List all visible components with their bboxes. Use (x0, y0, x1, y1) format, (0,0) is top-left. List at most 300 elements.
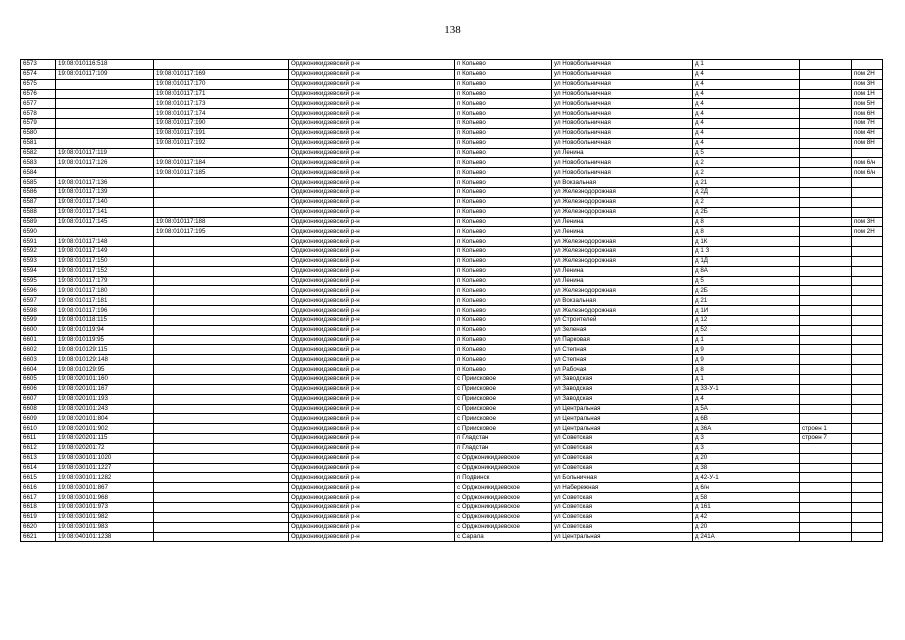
street-cell: ул Советская (552, 502, 693, 512)
building-cell (800, 394, 852, 404)
table-row (21, 237, 883, 247)
parcel-cadastral-number-cell: 19:08:030101:968 (56, 493, 154, 503)
building-cell (800, 512, 852, 522)
object-cadastral-number-cell: 19:08:010117:174 (154, 109, 289, 119)
settlement-cell: п Копьево (455, 79, 552, 89)
row-number-cell: 6584 (21, 168, 56, 178)
settlement-cell: п Копьево (455, 197, 552, 207)
settlement-cell: с Орджоникидзевское (455, 463, 552, 473)
district-cell: Орджоникидзевский р-н (289, 138, 455, 148)
table-row (21, 207, 883, 217)
building-cell (800, 325, 852, 335)
object-cadastral-number-cell (154, 414, 289, 424)
district-cell: Орджоникидзевский р-н (289, 512, 455, 522)
street-cell: ул Железнодорожная (552, 237, 693, 247)
street-cell: ул Ленина (552, 266, 693, 276)
table-row (21, 424, 883, 434)
street-cell: ул Парковая (552, 335, 693, 345)
object-cadastral-number-cell (154, 355, 289, 365)
building-cell (800, 463, 852, 473)
object-cadastral-number-cell: 19:08:010117:171 (154, 89, 289, 99)
parcel-cadastral-number-cell: 19:08:040101:1238 (56, 532, 154, 542)
house-number-cell: д 1 (693, 60, 800, 70)
building-cell (800, 453, 852, 463)
table-row (21, 335, 883, 345)
table-row (21, 109, 883, 119)
row-number-cell: 6606 (21, 384, 56, 394)
street-cell: ул Советская (552, 512, 693, 522)
street-cell: ул Новобольничная (552, 138, 693, 148)
premises-cell: пом 6/н (852, 168, 883, 178)
row-number-cell: 6589 (21, 217, 56, 227)
table-row (21, 453, 883, 463)
parcel-cadastral-number-cell: 19:08:010129:115 (56, 345, 154, 355)
house-number-cell: д 2Б (693, 207, 800, 217)
street-cell: ул Новобольничная (552, 99, 693, 109)
premises-cell (852, 197, 883, 207)
table-row (21, 522, 883, 532)
object-cadastral-number-cell (154, 463, 289, 473)
parcel-cadastral-number-cell (56, 227, 154, 237)
building-cell (800, 384, 852, 394)
settlement-cell: с Приисковое (455, 424, 552, 434)
settlement-cell: п Копьево (455, 217, 552, 227)
premises-cell: пом 2Н (852, 227, 883, 237)
parcel-cadastral-number-cell: 19:08:010119:94 (56, 325, 154, 335)
row-number-cell: 6599 (21, 315, 56, 325)
parcel-cadastral-number-cell: 19:08:010117:145 (56, 217, 154, 227)
parcel-cadastral-number-cell: 19:08:010129:148 (56, 355, 154, 365)
district-cell: Орджоникидзевский р-н (289, 168, 455, 178)
row-number-cell: 6582 (21, 148, 56, 158)
house-number-cell: д 4 (693, 119, 800, 129)
building-cell (800, 502, 852, 512)
premises-cell: пом 6Н (852, 109, 883, 119)
premises-cell (852, 256, 883, 266)
district-cell: Орджоникидзевский р-н (289, 266, 455, 276)
table-row (21, 168, 883, 178)
parcel-cadastral-number-cell (56, 168, 154, 178)
table-row (21, 315, 883, 325)
object-cadastral-number-cell (154, 148, 289, 158)
object-cadastral-number-cell (154, 256, 289, 266)
table-row (21, 493, 883, 503)
settlement-cell: п Копьево (455, 207, 552, 217)
row-number-cell: 6604 (21, 365, 56, 375)
parcel-cadastral-number-cell: 19:08:010117:139 (56, 187, 154, 197)
house-number-cell: д 2 (693, 168, 800, 178)
settlement-cell: с Сарала (455, 532, 552, 542)
premises-cell (852, 148, 883, 158)
row-number-cell: 6583 (21, 158, 56, 168)
parcel-cadastral-number-cell: 19:08:030101:1282 (56, 473, 154, 483)
premises-cell (852, 424, 883, 434)
parcel-cadastral-number-cell: 19:08:010117:180 (56, 286, 154, 296)
row-number-cell: 6608 (21, 404, 56, 414)
settlement-cell: п Копьево (455, 187, 552, 197)
house-number-cell: д 3 (693, 443, 800, 453)
house-number-cell: д 20 (693, 453, 800, 463)
row-number-cell: 6620 (21, 522, 56, 532)
row-number-cell: 6600 (21, 325, 56, 335)
parcel-cadastral-number-cell: 19:08:020201:72 (56, 443, 154, 453)
parcel-cadastral-number-cell (56, 109, 154, 119)
premises-cell: пом 2Н (852, 69, 883, 79)
row-number-cell: 6615 (21, 473, 56, 483)
settlement-cell: п Копьево (455, 69, 552, 79)
district-cell: Орджоникидзевский р-н (289, 178, 455, 188)
row-number-cell: 6617 (21, 493, 56, 503)
row-number-cell: 6587 (21, 197, 56, 207)
street-cell: ул Строителей (552, 315, 693, 325)
district-cell: Орджоникидзевский р-н (289, 207, 455, 217)
house-number-cell: д 8 (693, 365, 800, 375)
district-cell: Орджоникидзевский р-н (289, 306, 455, 316)
house-number-cell: д 38 (693, 463, 800, 473)
house-number-cell: д 4 (693, 79, 800, 89)
row-number-cell: 6579 (21, 119, 56, 129)
parcel-cadastral-number-cell: 19:08:010117:150 (56, 256, 154, 266)
district-cell: Орджоникидзевский р-н (289, 315, 455, 325)
table-row (21, 306, 883, 316)
building-cell (800, 227, 852, 237)
parcel-cadastral-number-cell: 19:08:010117:181 (56, 296, 154, 306)
street-cell: ул Заводская (552, 375, 693, 385)
street-cell: ул Новобольничная (552, 79, 693, 89)
premises-cell (852, 532, 883, 542)
district-cell: Орджоникидзевский р-н (289, 345, 455, 355)
row-number-cell: 6603 (21, 355, 56, 365)
district-cell: Орджоникидзевский р-н (289, 365, 455, 375)
row-number-cell: 6597 (21, 296, 56, 306)
district-cell: Орджоникидзевский р-н (289, 483, 455, 493)
premises-cell: пом 5Н (852, 99, 883, 109)
house-number-cell: д 58 (693, 493, 800, 503)
object-cadastral-number-cell (154, 325, 289, 335)
house-number-cell: д 42-У-1 (693, 473, 800, 483)
district-cell: Орджоникидзевский р-н (289, 296, 455, 306)
building-cell (800, 197, 852, 207)
settlement-cell: п Копьево (455, 286, 552, 296)
house-number-cell: д 3 (693, 434, 800, 444)
object-cadastral-number-cell: 19:08:010117:188 (154, 217, 289, 227)
street-cell: ул Заводская (552, 384, 693, 394)
object-cadastral-number-cell (154, 247, 289, 257)
settlement-cell: с Приисковое (455, 375, 552, 385)
row-number-cell: 6621 (21, 532, 56, 542)
parcel-cadastral-number-cell: 19:08:030101:983 (56, 522, 154, 532)
settlement-cell: п Гладстан (455, 434, 552, 444)
object-cadastral-number-cell: 19:08:010117:184 (154, 158, 289, 168)
street-cell: ул Новобольничная (552, 158, 693, 168)
premises-cell (852, 502, 883, 512)
street-cell: ул Советская (552, 434, 693, 444)
object-cadastral-number-cell (154, 394, 289, 404)
object-cadastral-number-cell (154, 187, 289, 197)
street-cell: ул Набережная (552, 483, 693, 493)
settlement-cell: п Копьево (455, 355, 552, 365)
table-row (21, 266, 883, 276)
settlement-cell: п Копьево (455, 237, 552, 247)
settlement-cell: с Приисковое (455, 404, 552, 414)
parcel-cadastral-number-cell: 19:08:020101:804 (56, 414, 154, 424)
object-cadastral-number-cell (154, 443, 289, 453)
settlement-cell: п Копьево (455, 266, 552, 276)
street-cell: ул Железнодорожная (552, 256, 693, 266)
building-cell (800, 522, 852, 532)
premises-cell (852, 325, 883, 335)
street-cell: ул Зеленая (552, 325, 693, 335)
house-number-cell: д 4 (693, 128, 800, 138)
building-cell (800, 168, 852, 178)
house-number-cell: д 33-У-1 (693, 384, 800, 394)
parcel-cadastral-number-cell: 19:08:030101:867 (56, 483, 154, 493)
street-cell: ул Степная (552, 345, 693, 355)
row-number-cell: 6573 (21, 60, 56, 70)
row-number-cell: 6607 (21, 394, 56, 404)
house-number-cell: д 2 (693, 158, 800, 168)
premises-cell (852, 404, 883, 414)
district-cell: Орджоникидзевский р-н (289, 335, 455, 345)
building-cell (800, 306, 852, 316)
table-row (21, 434, 883, 444)
row-number-cell: 6614 (21, 463, 56, 473)
object-cadastral-number-cell (154, 237, 289, 247)
house-number-cell: д 1 (693, 375, 800, 385)
house-number-cell: д 9 (693, 345, 800, 355)
object-cadastral-number-cell (154, 207, 289, 217)
district-cell: Орджоникидзевский р-н (289, 276, 455, 286)
district-cell: Орджоникидзевский р-н (289, 227, 455, 237)
row-number-cell: 6590 (21, 227, 56, 237)
settlement-cell: п Копьево (455, 227, 552, 237)
parcel-cadastral-number-cell: 19:08:010117:126 (56, 158, 154, 168)
parcel-cadastral-number-cell: 19:08:010117:152 (56, 266, 154, 276)
premises-cell (852, 493, 883, 503)
parcel-cadastral-number-cell: 19:08:020101:160 (56, 375, 154, 385)
premises-cell (852, 443, 883, 453)
table-row (21, 60, 883, 70)
street-cell: ул Новобольничная (552, 109, 693, 119)
premises-cell (852, 60, 883, 70)
district-cell: Орджоникидзевский р-н (289, 473, 455, 483)
building-cell: строен 1 (800, 424, 852, 434)
table-row (21, 138, 883, 148)
street-cell: ул Железнодорожная (552, 187, 693, 197)
premises-cell (852, 453, 883, 463)
table-row (21, 276, 883, 286)
district-cell: Орджоникидзевский р-н (289, 256, 455, 266)
house-number-cell: д 4 (693, 99, 800, 109)
building-cell (800, 335, 852, 345)
building-cell (800, 158, 852, 168)
house-number-cell: д 1 (693, 335, 800, 345)
street-cell: ул Ленина (552, 148, 693, 158)
row-number-cell: 6578 (21, 109, 56, 119)
object-cadastral-number-cell: 19:08:010117:191 (154, 128, 289, 138)
house-number-cell: д 8 (693, 217, 800, 227)
house-number-cell: д 1И (693, 306, 800, 316)
house-number-cell: д 1Д (693, 256, 800, 266)
premises-cell (852, 512, 883, 522)
house-number-cell: д 20 (693, 522, 800, 532)
row-number-cell: 6577 (21, 99, 56, 109)
house-number-cell: д 21 (693, 178, 800, 188)
street-cell: ул Ленина (552, 276, 693, 286)
premises-cell (852, 345, 883, 355)
table-row (21, 404, 883, 414)
settlement-cell: п Копьево (455, 128, 552, 138)
building-cell (800, 99, 852, 109)
street-cell: ул Советская (552, 493, 693, 503)
row-number-cell: 6610 (21, 424, 56, 434)
house-number-cell: д 1К (693, 237, 800, 247)
parcel-cadastral-number-cell: 19:08:030101:982 (56, 512, 154, 522)
table-row (21, 443, 883, 453)
object-cadastral-number-cell (154, 384, 289, 394)
district-cell: Орджоникидзевский р-н (289, 79, 455, 89)
district-cell: Орджоникидзевский р-н (289, 404, 455, 414)
row-number-cell: 6609 (21, 414, 56, 424)
settlement-cell: с Орджоникидзевское (455, 512, 552, 522)
building-cell (800, 483, 852, 493)
premises-cell (852, 315, 883, 325)
premises-cell (852, 384, 883, 394)
row-number-cell: 6588 (21, 207, 56, 217)
object-cadastral-number-cell: 19:08:010117:170 (154, 79, 289, 89)
district-cell: Орджоникидзевский р-н (289, 217, 455, 227)
district-cell: Орджоникидзевский р-н (289, 443, 455, 453)
district-cell: Орджоникидзевский р-н (289, 69, 455, 79)
building-cell (800, 138, 852, 148)
premises-cell (852, 483, 883, 493)
street-cell: ул Заводская (552, 394, 693, 404)
object-cadastral-number-cell (154, 404, 289, 414)
street-cell: ул Центральная (552, 424, 693, 434)
street-cell: ул Ленина (552, 217, 693, 227)
object-cadastral-number-cell (154, 365, 289, 375)
premises-cell (852, 355, 883, 365)
table-row (21, 197, 883, 207)
building-cell (800, 79, 852, 89)
district-cell: Орджоникидзевский р-н (289, 247, 455, 257)
table-row (21, 69, 883, 79)
settlement-cell: п Копьево (455, 99, 552, 109)
object-cadastral-number-cell (154, 375, 289, 385)
parcel-cadastral-number-cell: 19:08:010117:148 (56, 237, 154, 247)
building-cell (800, 207, 852, 217)
building-cell (800, 187, 852, 197)
settlement-cell: п Копьево (455, 178, 552, 188)
street-cell: ул Новобольничная (552, 168, 693, 178)
parcel-cadastral-number-cell: 19:08:020101:193 (56, 394, 154, 404)
street-cell: ул Центральная (552, 414, 693, 424)
district-cell: Орджоникидзевский р-н (289, 119, 455, 129)
parcel-cadastral-number-cell: 19:08:020201:115 (56, 434, 154, 444)
premises-cell: пом 6/н (852, 158, 883, 168)
street-cell: ул Железнодорожная (552, 286, 693, 296)
settlement-cell: с Орджоникидзевское (455, 453, 552, 463)
street-cell: ул Больничная (552, 473, 693, 483)
premises-cell: пом 4Н (852, 128, 883, 138)
object-cadastral-number-cell (154, 512, 289, 522)
premises-cell (852, 463, 883, 473)
district-cell: Орджоникидзевский р-н (289, 187, 455, 197)
settlement-cell: п Копьево (455, 335, 552, 345)
table-row (21, 345, 883, 355)
settlement-cell: п Копьево (455, 158, 552, 168)
street-cell: ул Железнодорожная (552, 207, 693, 217)
building-cell (800, 286, 852, 296)
district-cell: Орджоникидзевский р-н (289, 355, 455, 365)
parcel-cadastral-number-cell: 19:08:010117:119 (56, 148, 154, 158)
table-row (21, 187, 883, 197)
page-number: 138 (444, 24, 461, 36)
parcel-cadastral-number-cell (56, 128, 154, 138)
district-cell: Орджоникидзевский р-н (289, 89, 455, 99)
settlement-cell: п Копьево (455, 296, 552, 306)
table-row (21, 227, 883, 237)
house-number-cell: д 8 (693, 227, 800, 237)
building-cell (800, 355, 852, 365)
district-cell: Орджоникидзевский р-н (289, 394, 455, 404)
object-cadastral-number-cell (154, 424, 289, 434)
table-row (21, 296, 883, 306)
street-cell: ул Центральная (552, 532, 693, 542)
house-number-cell: д 4 (693, 109, 800, 119)
house-number-cell: д 2 (693, 197, 800, 207)
district-cell: Орджоникидзевский р-н (289, 453, 455, 463)
street-cell: ул Вокзальная (552, 178, 693, 188)
row-number-cell: 6592 (21, 247, 56, 257)
settlement-cell: п Копьево (455, 256, 552, 266)
street-cell: ул Степная (552, 355, 693, 365)
registry-body (21, 60, 883, 542)
settlement-cell: с Орджоникидзевское (455, 522, 552, 532)
parcel-cadastral-number-cell: 19:08:010117:109 (56, 69, 154, 79)
parcel-cadastral-number-cell: 19:08:010129:95 (56, 365, 154, 375)
house-number-cell: д 21 (693, 296, 800, 306)
building-cell (800, 128, 852, 138)
object-cadastral-number-cell (154, 502, 289, 512)
house-number-cell: д 6/н (693, 483, 800, 493)
premises-cell (852, 178, 883, 188)
table-row (21, 158, 883, 168)
building-cell (800, 237, 852, 247)
parcel-cadastral-number-cell: 19:08:010118:115 (56, 315, 154, 325)
district-cell: Орджоникидзевский р-н (289, 148, 455, 158)
table-row (21, 217, 883, 227)
settlement-cell: с Приисковое (455, 414, 552, 424)
settlement-cell: с Приисковое (455, 384, 552, 394)
parcel-cadastral-number-cell: 19:08:030101:973 (56, 502, 154, 512)
settlement-cell: п Копьево (455, 168, 552, 178)
premises-cell: пом 7Н (852, 119, 883, 129)
parcel-cadastral-number-cell: 19:08:010116:518 (56, 60, 154, 70)
object-cadastral-number-cell (154, 286, 289, 296)
building-cell (800, 178, 852, 188)
settlement-cell: с Орджоникидзевское (455, 502, 552, 512)
premises-cell (852, 286, 883, 296)
settlement-cell: п Копьево (455, 119, 552, 129)
premises-cell (852, 473, 883, 483)
house-number-cell: д 4 (693, 69, 800, 79)
house-number-cell: д 4 (693, 138, 800, 148)
row-number-cell: 6580 (21, 128, 56, 138)
building-cell (800, 473, 852, 483)
building-cell (800, 315, 852, 325)
row-number-cell: 6616 (21, 483, 56, 493)
